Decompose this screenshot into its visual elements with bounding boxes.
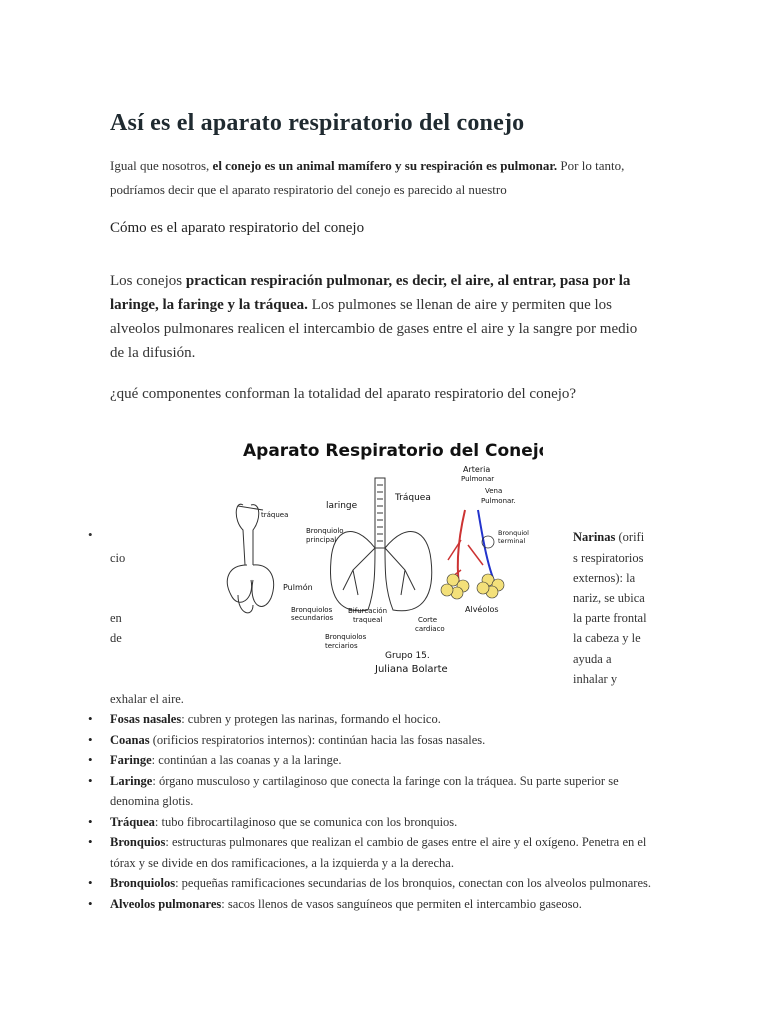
label-bronquiolos-terc-2: terciarios bbox=[325, 642, 358, 650]
narinas-r3: externos): la bbox=[573, 571, 636, 585]
label-bronquiolo-terminal-2: terminal bbox=[498, 537, 526, 545]
narinas-r5: la parte frontal bbox=[573, 611, 647, 625]
page-title: Así es el aparato respiratorio del conejo bbox=[110, 110, 525, 136]
item-term: Bronquios bbox=[110, 835, 166, 849]
components-list bbox=[88, 709, 668, 914]
narinas-l3: de bbox=[110, 631, 122, 645]
respiratory-diagram bbox=[143, 430, 543, 680]
item-term: Bronquiolos bbox=[110, 876, 176, 890]
label-grupo: Grupo 15. bbox=[385, 651, 430, 661]
bullet-dot: • bbox=[88, 527, 93, 542]
narinas-l1: cio bbox=[110, 551, 126, 565]
intro-text-2: Por lo tanto, podríamos decir que el aparato respiratorio del conejo es parecido al nuestro bbox=[110, 158, 625, 197]
label-alveolos: Alvéolos bbox=[465, 605, 499, 614]
item-text: : cubren y protegen las narinas, formando el hocico. bbox=[181, 712, 441, 726]
label-corte-1: Corte bbox=[418, 616, 438, 624]
label-laringe: laringe bbox=[326, 501, 358, 511]
item-term: Faringe bbox=[110, 753, 152, 767]
narinas-r6: la cabeza y le bbox=[573, 631, 641, 645]
label-vena-pulmonar: Pulmonar. bbox=[481, 497, 516, 505]
list-item bbox=[88, 812, 668, 833]
body-paragraph bbox=[110, 269, 650, 365]
narinas-r4: nariz, se ubica bbox=[573, 591, 645, 605]
narinas-r7: ayuda a bbox=[573, 652, 612, 666]
list-item bbox=[88, 730, 668, 751]
label-bronquiolo-principal-1: Bronquiolo bbox=[306, 527, 344, 535]
intro-paragraph bbox=[110, 154, 660, 202]
list-item bbox=[88, 709, 668, 730]
label-bronquiolos-terc-1: Bronquiolos bbox=[325, 633, 367, 641]
label-bronquiolo-terminal-1: Bronquiol bbox=[498, 529, 529, 537]
item-term: Coanas bbox=[110, 732, 150, 747]
diagram-svg bbox=[143, 430, 543, 680]
diagram-title: Aparato Respiratorio del Conejo bbox=[243, 441, 543, 461]
narinas-l2: en bbox=[110, 611, 122, 625]
item-text: : estructuras pulmonares que realizan el cambio de gases entre el aire y el oxígeno. Penetra en el tórax y se divide en dos ramificaciones, a la izquierda y a la derecha. bbox=[110, 835, 647, 870]
item-term: Alveolos pulmonares bbox=[110, 896, 222, 911]
list-item bbox=[88, 750, 668, 771]
label-arteria: Arteria bbox=[463, 465, 491, 474]
intro-bold: el conejo es un animal mamífero y su respiración es pulmonar. bbox=[212, 158, 558, 173]
label-bronquiolos-sec-1: Bronquiolos bbox=[291, 606, 333, 614]
item-term: Tráquea bbox=[110, 814, 155, 829]
label-pulmon: Pulmón bbox=[283, 583, 313, 592]
para-text-2: Los pulmones se llenan de aire y permiten que los alveolos pulmonares realicen el intercambio de gases entre el aire y la sangre por medio de la difusión. bbox=[110, 297, 638, 361]
item-text: : órgano musculoso y cartilaginoso que conecta la faringe con la tráquea. Su parte superior se denomina glotis. bbox=[110, 773, 619, 808]
narinas-r1: (orifi bbox=[615, 530, 645, 544]
item-text: : tubo fibrocartilaginoso que se comunica con los bronquios. bbox=[154, 814, 458, 829]
item-text: : pequeñas ramificaciones secundarias de los bronquios, conectan con los alveolos pulmonares. bbox=[175, 876, 651, 890]
list-item bbox=[88, 894, 668, 915]
item-term: Fosas nasales bbox=[110, 712, 182, 726]
label-bronquiolos-sec-2: secundarios bbox=[291, 614, 334, 622]
narinas-r8: inhalar y bbox=[573, 672, 618, 686]
item-text: (orificios respiratorios internos): continúan hacia las fosas nasales. bbox=[149, 732, 486, 747]
label-traquea-left: tráquea bbox=[261, 511, 289, 519]
list-item bbox=[88, 771, 668, 812]
narinas-term: Narinas bbox=[573, 530, 616, 544]
label-autor: Juliana Bolarte bbox=[375, 664, 448, 675]
label-vena: Vena bbox=[485, 487, 503, 495]
narinas-r2: s respiratorios bbox=[573, 551, 644, 565]
subheading: Cómo es el aparato respiratorio del conejo bbox=[110, 220, 365, 236]
label-pulmonar: Pulmonar bbox=[461, 475, 495, 483]
label-bifurcacion-2: traqueal bbox=[353, 616, 383, 624]
narinas-line-1 bbox=[573, 527, 644, 547]
alveoli-drawing bbox=[441, 510, 504, 599]
narinas-last: exhalar el aire. bbox=[110, 692, 184, 706]
item-text: : continúan a las coanas y a la laringe. bbox=[151, 753, 342, 767]
item-term: Laringe bbox=[110, 773, 153, 788]
para-text-1: Los conejos bbox=[110, 273, 186, 289]
label-bifurcacion-1: Bifurcación bbox=[348, 607, 388, 615]
label-traquea-top: Tráquea bbox=[395, 493, 431, 503]
label-bronquiolo-principal-2: principal bbox=[306, 536, 337, 544]
list-item bbox=[88, 832, 668, 873]
list-item bbox=[88, 873, 668, 894]
intro-text-1: Igual que nosotros, bbox=[110, 158, 213, 173]
label-corte-2: cardiaco bbox=[415, 625, 445, 633]
item-text: : sacos llenos de vasos sanguíneos que permiten el intercambio gaseoso. bbox=[221, 896, 582, 911]
small-lungs-drawing bbox=[227, 504, 273, 613]
question-text: ¿qué componentes conforman la totalidad del aparato respiratorio del conejo? bbox=[110, 386, 577, 402]
para-bold: practican respiración pulmonar, es decir, el aire, al entrar, pasa por la laringe, la faringe y la tráquea. bbox=[110, 273, 631, 313]
